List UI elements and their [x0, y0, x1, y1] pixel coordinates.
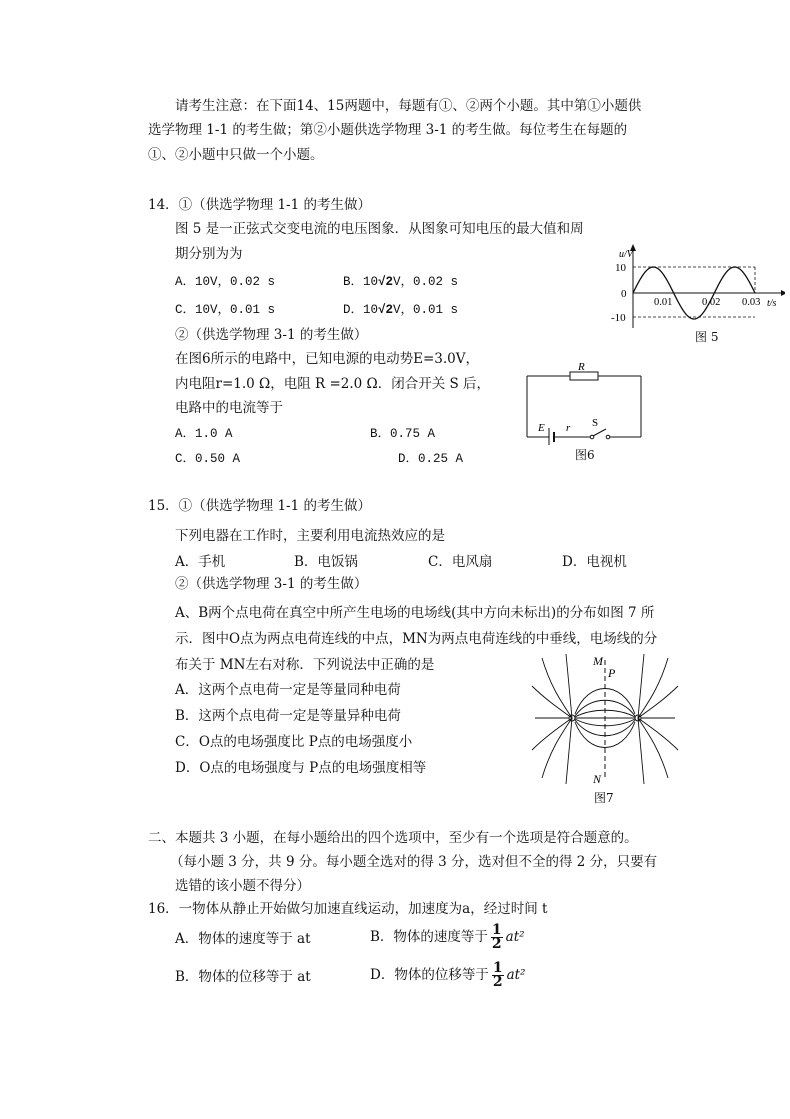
fig5-x-tick-2: 0.02 — [702, 297, 721, 308]
fig6-label-E: E — [538, 422, 545, 434]
q16-option-d: D．物体的位移等于 $\frac{1}{2}$ at² — [370, 960, 526, 990]
q14-part2-line-1: 在图6所示的电路中，已知电源的电动势E=3.0V， — [175, 351, 479, 367]
fig7-label-P: P — [608, 666, 616, 680]
fig6-switch-S — [593, 429, 606, 436]
q14-part2-option-c: C．0.50 A — [175, 452, 241, 466]
q15-part2-line-2: 示．图中O点为两点电荷连线的中点，MN为两点电荷连线的中垂线，电场线的分 — [175, 631, 658, 647]
q15-option-d: D．电视机 — [562, 554, 627, 570]
fig7-label-M: M — [593, 654, 603, 668]
fig7-label-N: N — [593, 772, 602, 786]
fig6-switch-contact-right — [606, 435, 610, 439]
q15-part2-option-d: D．O点的电场强度与 P点的电场强度相等 — [175, 760, 427, 776]
notice-line-3: ①、②小题中只做一个小题。 — [148, 147, 324, 163]
fig6-caption: 图6 — [575, 448, 595, 462]
q15-header: 15．①（供选学物理 1-1 的考生做） — [148, 498, 372, 514]
notice-line-2: 选学物理 1-1 的考生做；第②小题供选学物理 3-1 的考生做。每位考生在每题的 — [148, 122, 628, 138]
q14-part2-line-2: 内电阻r=1.0 Ω，电阻 R =2.0 Ω．闭合开关 S 后， — [175, 376, 491, 392]
q15-part2-option-a: A．这两个点电荷一定是等量同种电荷 — [175, 682, 401, 698]
section2-line-2: （每小题 3 分，共 9 分。每小题全选对的得 3 分，选对但不全的得 2 分，只要有 — [170, 854, 658, 870]
q14-option-a: A．10V，0.02 s — [175, 275, 276, 289]
q15-part2-line-1: A、B两个点电荷在真空中所产生电场的电场线(其中方向未标出)的分布如图 7 所 — [175, 605, 655, 621]
q15-part2-option-c: C．O点的电场强度比 P点的电场强度小 — [175, 734, 413, 750]
q15-option-b: B．电饭锅 — [294, 554, 358, 570]
fig5-y-tick-zero: 0 — [621, 288, 627, 300]
section2-line-3: 选错的该小题不得分） — [175, 878, 310, 894]
q16-option-b-fraction: $\frac{1}{2}$ — [491, 922, 502, 952]
q15-option-c: C．电风扇 — [428, 554, 493, 570]
q14-stem-2: 期分别为为 — [175, 246, 243, 262]
q16-option-b: B．物体的速度等于 $\frac{1}{2}$ at² — [370, 922, 525, 952]
fig5-y-axis-label: u/V — [619, 249, 633, 260]
q14-option-b: B．10√2V，0.02 s — [343, 275, 459, 289]
q15-part2-line-3: 布关于 MN左右对称．下列说法中正确的是 — [175, 657, 435, 673]
fig7-caption: 图7 — [594, 791, 614, 805]
q14-part2-option-d: D．0.25 A — [398, 452, 464, 466]
fig5-y-tick-max: 10 — [615, 262, 626, 274]
q14-option-c: C．10V，0.01 s — [175, 303, 276, 317]
q14-part2-line-3: 电路中的电流等于 — [175, 400, 283, 416]
q14-header: 14．①（供选学物理 1-1 的考生做） — [148, 197, 372, 213]
q15-part2-option-b: B．这两个点电荷一定是等量异种电荷 — [175, 708, 401, 724]
q14-stem-1: 图 5 是一正弦式交变电流的电压图象．从图象可知电压的最大值和周 — [175, 221, 584, 237]
fig5-x-tick-3: 0.03 — [742, 297, 761, 308]
fig5-x-axis-label: t/s — [767, 298, 777, 309]
q14-part2-option-b: B．0.75 A — [370, 427, 436, 441]
fig6-resistor-R — [570, 372, 598, 380]
notice-line-1: 请考生注意：在下面14、15两题中，每题有①、②两个小题。其中第①小题供 — [175, 98, 642, 114]
q15-option-a: A．手机 — [175, 554, 226, 570]
q16-option-c: B．物体的位移等于 at — [175, 969, 311, 985]
fig5-caption: 图 5 — [695, 330, 719, 344]
fig6-label-r: r — [566, 422, 571, 434]
q16-stem: 16．一物体从静止开始做匀加速直线运动，加速度为a，经过时间 t — [148, 901, 548, 917]
figure-6-circuit — [522, 360, 647, 445]
fig6-label-R: R — [578, 361, 585, 373]
q14-part2-option-a: A．1.0 A — [175, 427, 233, 441]
q15-stem: 下列电器在工作时，主要利用电流热效应的是 — [175, 528, 445, 544]
fig6-label-S: S — [592, 417, 599, 429]
fig5-y-tick-min: -10 — [611, 312, 626, 324]
q16-option-a: A．物体的速度等于 at — [175, 931, 311, 947]
fig5-t-arrow — [781, 290, 785, 296]
q14-part2-header: ②（供选学物理 3-1 的考生做） — [175, 327, 368, 343]
q16-option-d-fraction: $\frac{1}{2}$ — [492, 960, 503, 990]
figure-7-field-lines — [530, 650, 680, 790]
q15-part2-header: ②（供选学物理 3-1 的考生做） — [175, 576, 368, 592]
fig5-x-tick-1: 0.01 — [654, 297, 673, 308]
q14-option-d: D．10√2V，0.01 s — [343, 303, 459, 317]
section2-line-1: 二、本题共 3 小题，在每小题给出的四个选项中，至少有一个选项是符合题意的。 — [148, 830, 638, 846]
